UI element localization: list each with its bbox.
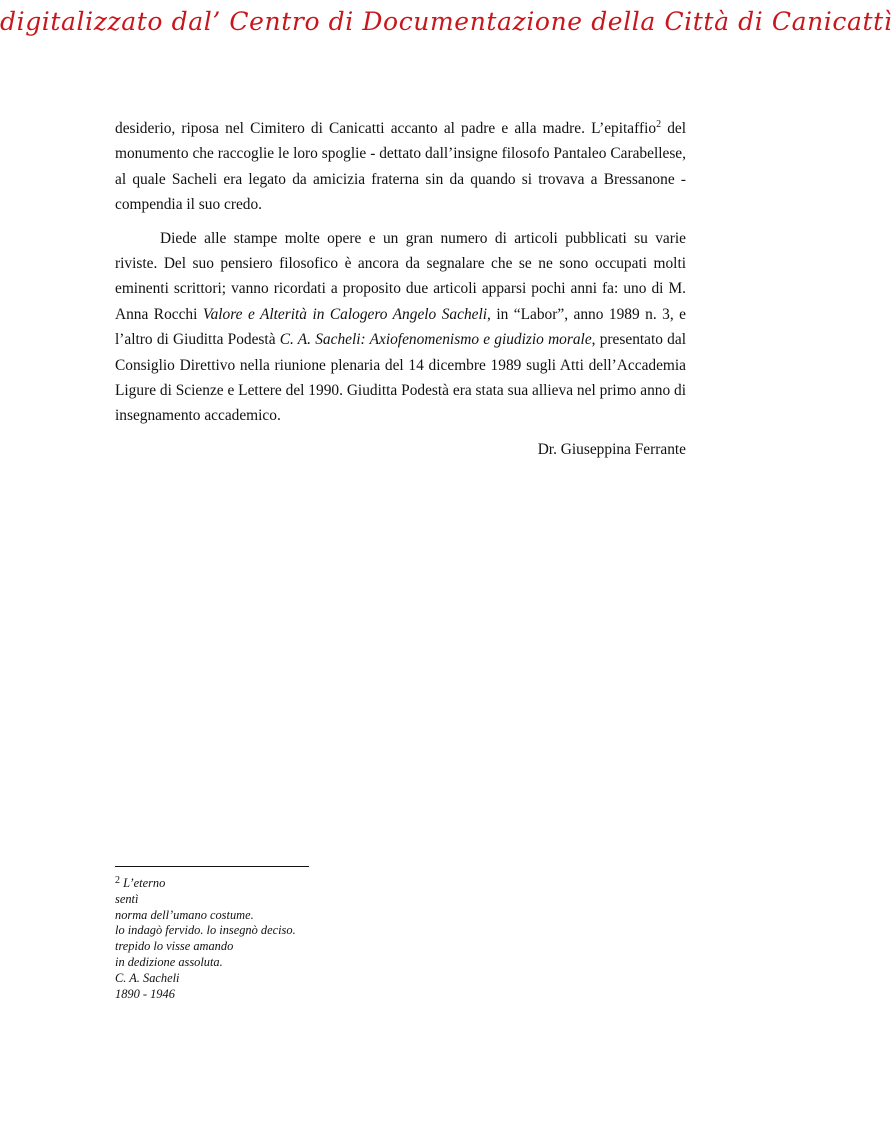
footnote-reference: 2 — [656, 119, 662, 130]
footnote-line: C. A. Sacheli — [115, 970, 180, 985]
footnote-line: norma dell’umano costume. — [115, 907, 254, 922]
paragraph-1-text-start: desiderio, riposa nel Cimitero di Canicatti accanto al padre e alla madre. L’epitaffio — [115, 120, 657, 137]
footnote-line: 1890 - 1946 — [115, 986, 175, 1001]
footnote-line: sentì — [115, 891, 139, 906]
footnote-line: in dedizione assoluta. — [115, 954, 223, 969]
author-signature: Dr. Giuseppina Ferrante — [537, 440, 686, 458]
footnote-number: 2 — [115, 875, 120, 886]
document-body — [115, 116, 686, 462]
paragraph-2-text-1: Diede alle stampe molte opere e un gran numero di articoli pubblicati su varie riviste. Del suo pensiero filosofico è ancora da segnalare che se ne sono occupati molti eminenti scrittori; vanno ricordati a proposito due articoli apparsi pochi anni fa: uno di M. Anna Rocchi — [115, 229, 686, 323]
footnote-line-text: L’eterno — [123, 876, 166, 890]
digitization-watermark: digitalizzato dal’ Centro di Documentazione della Città di Canicattì — [0, 7, 892, 36]
paragraph-1-text-end: del monumento che raccoglie le loro spoglie - dettato dall’insigne filosofo Pantaleo Carabellese, al quale Sacheli era legato da amicizia fraterna sin da quando si trovava a Bressanone - compendia il suo credo. — [115, 120, 686, 214]
footnote-line: lo indagò fervido. lo insegnò deciso. — [115, 923, 296, 938]
footnote-line — [115, 873, 515, 892]
paragraph-2-text-3: , presentato dal Consiglio Direttivo nella riunione plenaria del 14 dicembre 1989 sugli Atti dell’Accademia Ligure di Scienze e Lettere del 1990. Giuditta Podestà era stata sua allieva nel primo anno di insegnamento accademico. — [115, 331, 686, 425]
paragraph-1 — [115, 116, 686, 218]
footnote-separator — [115, 866, 309, 867]
cited-title-rocchi: Valore e Alterità in Calogero Angelo Sacheli — [202, 305, 488, 323]
footnote-line: trepido lo visse amando — [115, 939, 234, 954]
paragraph-2-text-2: , in “Labor”, anno 1989 n. 3, e l’altro di Giuditta Podestà — [115, 305, 686, 349]
cited-title-podesta: C. A. Sacheli: Axiofenomenismo e giudizio morale — [279, 331, 592, 349]
footnote-block — [115, 873, 515, 1002]
paragraph-2 — [115, 226, 686, 429]
